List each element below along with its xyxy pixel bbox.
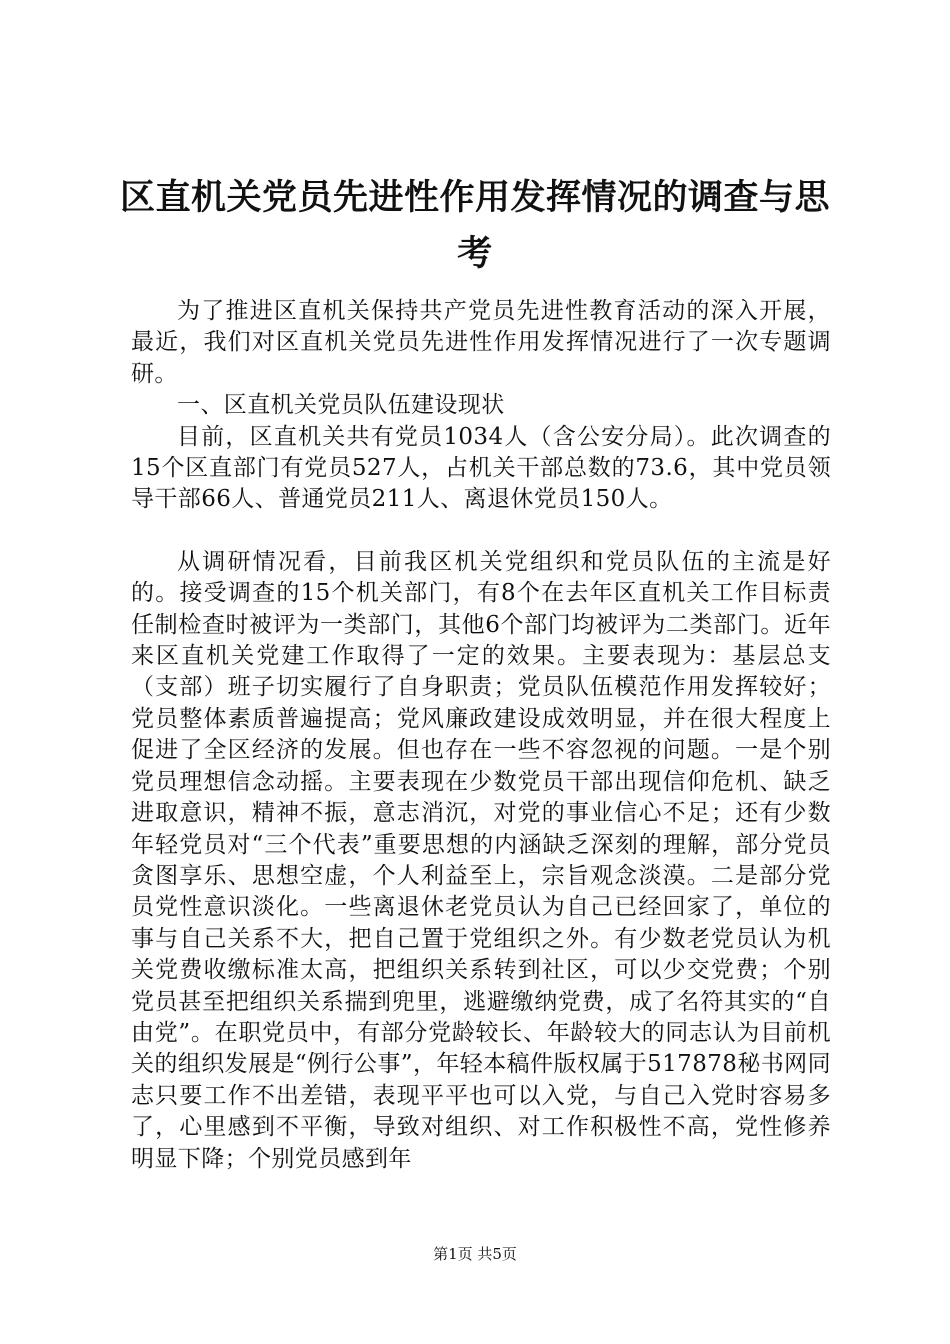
paragraph-statistics: 目前，区直机关共有党员1034人（含公安分局）。此次调查的15个区直部门有党员527人，占机关干部总数的73.6，其中党员领导干部66人、普通党员211人、离退休党员150人。 (131, 423, 831, 513)
section-heading: 一、区直机关党员队伍建设现状 (177, 392, 505, 419)
document-title: 区直机关党员先进性作用发挥情况的调查与思考 (119, 178, 830, 274)
paragraph-intro: 为了推进区直机关保持共产党员先进性教育活动的深入开展，最近，我们对区直机关党员先进性作用发挥情况进行了一次专题调研。 (131, 298, 831, 387)
paragraph-findings: 从调研情况看，目前我区机关党组织和党员队伍的主流是好的。接受调查的15个机关部门，有8个在去年区直机关工作目标责任制检查时被评为一类部门，其他6个部门均被评为二类部门。近年来区直机关党建工作取得了一定的效果。主要表现为：基层总支（支部）班子切实履行了自身职责；党员队伍模范作用发挥较好；党员整体素质普遍提高；党风廉政建设成效明显，并在很大程度上促进了全区经济的发展。但也存在一些不容忽视的问题。一是个别党员理想信念动摇。主要表现在少数党员干部出现信仰危机、缺乏进取意识，精神不振，意志消沉，对党的事业信心不足；还有少数年轻党员对“三个代表”重要思想的内涵缺乏深刻的理解，部分党员贪图享乐、思想空虚，个人利益至上，宗旨观念淡漠。二是部分党员党性意识淡化。一些离退休老党员认为自己已经回家了，单位的事与自己关系不大，把自己置于党组织之外。有少数老党员认为机关党费收缴标准太高，把组织关系转到社区，可以少交党费；个别党员甚至把组织关系揣到兜里，逃避缴纳党费，成了名符其实的“自由党”。在职党员中，有部分党龄较长、年龄较大的同志认为目前机关的组织发展是“例行公事”，年轻本稿件版权属于517878秘书网同志只要工作不出差错，表现平平也可以入党，与自己入党时容易多了，心里感到不平衡，导致对组织、对工作积极性不高，党性修养明显下降；个别党员感到年 (131, 548, 831, 1172)
document-body (131, 296, 831, 1175)
page-number-footer: 第1页 共5页 (433, 1245, 517, 1263)
